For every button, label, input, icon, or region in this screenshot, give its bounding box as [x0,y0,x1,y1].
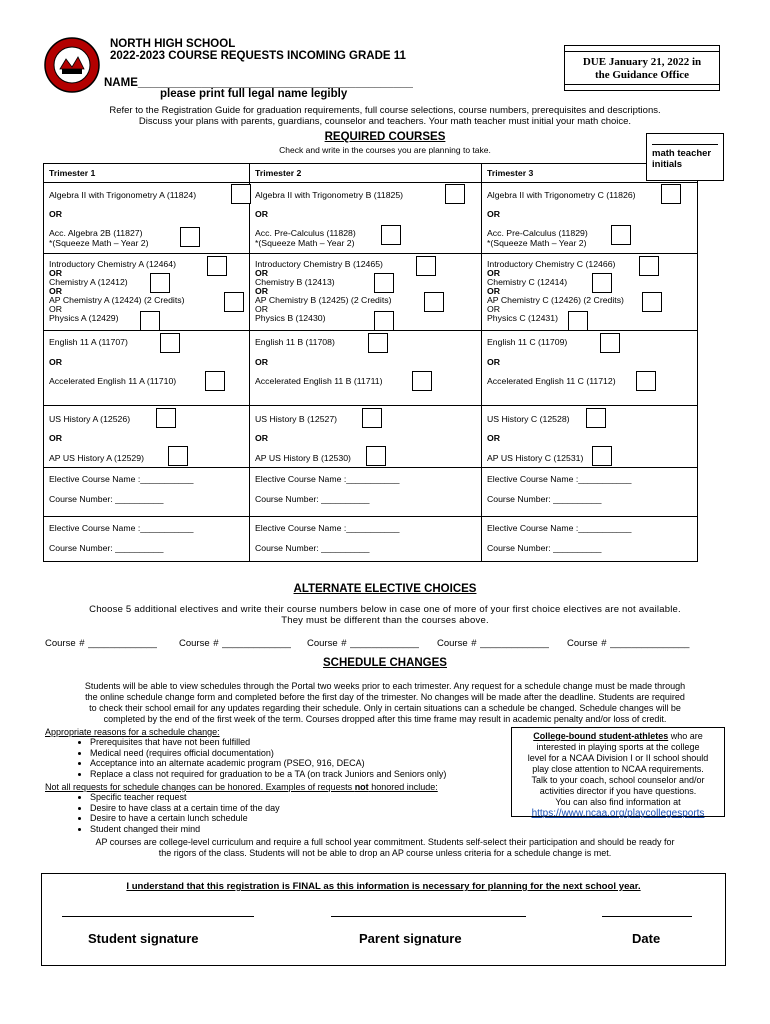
trimester-2-header: Trimester 2 [250,164,482,183]
course-number-field[interactable]: Course Number: __________ [49,494,164,504]
or-label: OR [255,433,269,443]
t2-english-cell [250,331,482,406]
schedule-para-1: Students will be able to view schedules through the Portal two weeks prior to each trimester. Any request for a schedule change must be made through [84,681,686,691]
t1-elective-2-cell[interactable] [44,517,250,562]
not-honored-title: Not all requests for schedule changes can be honored. Examples of requests not honored include: [45,782,438,792]
t3-sci-3-checkbox[interactable] [642,292,662,312]
t2-history-cell [250,406,482,468]
intro-line-1: Refer to the Registration Guide for graduation requirements, full course selections, course numbers, prerequisites and descriptions. [109,105,661,116]
t2-math-b: Acc. Pre-Calculus (11828) [255,228,356,238]
t3-math-a: Algebra II with Trigonometry C (11826) [487,190,636,200]
not-honored-item: • Desire to have class at a certain time of the day [90,803,490,814]
t2-eng-a: English 11 B (11708) [255,337,335,347]
t2-sci-3-checkbox[interactable] [424,292,444,312]
or-label: OR [49,268,63,278]
t2-sci-3: AP Chemistry B (12425) (2 Credits) [255,295,392,305]
t1-sci-3-checkbox[interactable] [224,292,244,312]
school-logo [44,37,100,93]
t3-eng-b: Accelerated English 11 C (11712) [487,376,616,386]
signature-box [41,873,726,966]
schedule-changes-title: SCHEDULE CHANGES [323,657,447,669]
alternate-line-2: They must be different than the courses above. [281,615,489,626]
alt-course-field-5[interactable]: Course # _______________ [567,638,690,649]
ap-note-2: the rigors of the class. Students will not be able to drop an AP course unless criteria for a schedule change is met. [158,848,612,858]
reason-item: • Acceptance into an alternate academic program (PSEO, 916, DECA) [90,758,560,769]
t3-math-a-checkbox[interactable] [661,184,681,204]
name-field-label[interactable]: NAME___________________________________________ [104,77,413,89]
or-label: OR [49,304,63,314]
t3-sci-1-checkbox[interactable] [639,256,659,276]
t1-sci-1-checkbox[interactable] [207,256,227,276]
t1-math-a: Algebra II with Trigonometry A (11824) [49,190,197,200]
reasons-list [44,737,560,779]
t2-hist-b-checkbox[interactable] [366,446,386,466]
student-signature-label: Student signature [88,931,199,946]
initials-line [652,144,718,145]
elective-name-field[interactable]: Elective Course Name :___________ [255,474,400,484]
t2-science-cell [250,254,482,331]
elective-name-field[interactable]: Elective Course Name :___________ [49,474,194,484]
athletes-line: interested in playing sports at the college [536,742,700,752]
reason-item: • Prerequisites that have not been fulfilled [90,737,560,748]
t3-math-b-checkbox[interactable] [611,225,631,245]
t2-sci-2-checkbox[interactable] [374,273,394,293]
t3-sci-3: AP Chemistry C (12426) (2 Credits) [487,295,624,305]
or-label: OR [255,268,269,278]
parent-signature-label: Parent signature [359,931,462,946]
t3-sci-2: Chemistry C (12414) [487,277,568,287]
t1-english-cell [44,331,250,406]
t3-eng-a: English 11 C (11709) [487,337,568,347]
t1-sci-4: Physics A (12429) [49,313,119,323]
alternate-electives-title: ALTERNATE ELECTIVE CHOICES [293,583,477,595]
t2-hist-a: US History B (12527) [255,414,338,424]
reasons-title: Appropriate reasons for a schedule change: [45,727,220,737]
t3-science-cell [482,254,698,331]
t1-history-cell [44,406,250,468]
due-date-line1: DUE January 21, 2022 in [582,56,702,68]
schedule-para-3: to check their school email for any updates regarding their schedule. Only in certain situations can a schedule be changed. Schedule changes will be [89,703,681,713]
t3-hist-a-checkbox[interactable] [586,408,606,428]
t1-eng-a-checkbox[interactable] [160,333,180,353]
alternate-line-1: Choose 5 additional electives and write their course numbers below in case one of more of your first choice electives are not available. [89,604,681,615]
course-number-field[interactable]: Course Number: __________ [487,494,602,504]
t3-math-b-note: *(Squeeze Math – Year 2) [487,238,587,248]
t2-hist-a-checkbox[interactable] [362,408,382,428]
t1-math-b-note: *(Squeeze Math – Year 2) [49,238,149,248]
or-label: OR [487,209,501,219]
t2-sci-4-checkbox[interactable] [374,311,394,331]
math-teacher-initials-label: math teacher initials [652,148,712,170]
t2-math-b-note: *(Squeeze Math – Year 2) [255,238,355,248]
or-label: OR [49,286,63,296]
athletes-line: level for a NCAA Division I or II school should [527,753,709,763]
or-label: OR [487,304,501,314]
elective-name-field[interactable]: Elective Course Name :___________ [487,523,632,533]
schedule-para-2: the online schedule change form and completed before the first day of the trimester. No changes will be made after the deadline. Students are required [85,692,685,702]
t1-hist-a: US History A (12526) [49,414,131,424]
athletes-line: play close attention to NCAA requirements. [532,764,704,774]
or-label: OR [487,357,501,367]
t1-hist-a-checkbox[interactable] [156,408,176,428]
alt-course-field-2[interactable]: Course # _____________ [179,638,291,649]
or-label: OR [255,209,269,219]
not-honored-item: • Specific teacher request [90,792,490,803]
not-honored-item: • Student changed their mind [90,824,490,835]
due-date-line2: the Guidance Office [594,69,690,81]
parent-signature-line[interactable] [331,916,526,917]
t1-math-b-checkbox[interactable] [180,227,200,247]
required-courses-subtitle: Check and write in the courses you are planning to take. [279,145,491,155]
t3-sci-4-checkbox[interactable] [568,311,588,331]
student-athletes-box: College-bound student-athletes who are interested in playing sports at the college level for a NCAA Division I or II school should play close attention to NCAA requirements. Talk to your coach, school counselor and/or activities director if you have questions. You can also find information at https://www.ncaa.org/playcollegesports [511,727,725,817]
t2-elective-1-cell[interactable] [250,468,482,517]
t1-sci-1: Introductory Chemistry A (12464) [49,259,176,269]
alt-course-field-1[interactable]: Course # _____________ [45,638,157,649]
ap-note-1: AP courses are college-level curriculum and require a full school year commitment. Students self-select their participation and should be ready for [95,837,675,847]
t1-elective-1-cell[interactable] [44,468,250,517]
or-label: OR [255,357,269,367]
t2-sci-4: Physics B (12430) [255,313,326,323]
t2-elective-2-cell[interactable] [250,517,482,562]
t1-sci-2: Chemistry A (12412) [49,277,128,287]
date-label: Date [632,931,661,946]
or-label: OR [255,286,269,296]
final-statement: I understand that this registration is FINAL as this information is necessary for planning for the next school year. [126,881,641,892]
t3-math-b: Acc. Pre-Calculus (11829) [487,228,588,238]
athletes-line: Talk to your coach, school counselor and/or [531,775,705,785]
t3-history-cell [482,406,698,468]
t2-sci-1-checkbox[interactable] [416,256,436,276]
athletes-line: activities director if you have questions. [539,786,697,796]
alt-course-field-4[interactable]: Course # _____________ [437,638,549,649]
t1-sci-2-checkbox[interactable] [150,273,170,293]
required-courses-title: REQUIRED COURSES [324,131,446,143]
t1-sci-4-checkbox[interactable] [140,311,160,331]
athletes-line: You can also find information at [555,797,681,807]
t2-sci-1: Introductory Chemistry B (12465) [255,259,383,269]
or-label: OR [49,357,63,367]
t1-eng-a: English 11 A (11707) [49,337,128,347]
t2-math-cell [250,183,482,254]
or-label: OR [487,286,501,296]
course-number-field[interactable]: Course Number: __________ [255,494,370,504]
course-number-field[interactable]: Course Number: __________ [487,543,602,553]
t1-math-cell [44,183,250,254]
reason-item: • Replace a class not required for graduation to be a TA (on track Juniors and Seniors only) [90,769,560,780]
intro-line-2: Discuss your plans with parents, guardians, counselor and teachers. Your math teacher must initial your math choice. [138,116,632,127]
name-instruction: please print full legal name legibly [160,88,348,100]
t3-sci-2-checkbox[interactable] [592,273,612,293]
course-number-field[interactable]: Course Number: __________ [255,543,370,553]
t2-math-a: Algebra II with Trigonometry B (11825) [255,190,404,200]
alt-course-field-3[interactable]: Course # _____________ [307,638,419,649]
school-name: NORTH HIGH SCHOOL [110,38,236,50]
t1-eng-b-checkbox[interactable] [205,371,225,391]
t1-hist-b-checkbox[interactable] [168,446,188,466]
t2-eng-b: Accelerated English 11 B (11711) [255,376,383,386]
not-honored-list [44,792,490,834]
elective-name-field[interactable]: Elective Course Name :___________ [487,474,632,484]
t2-sci-2: Chemistry B (12413) [255,277,335,287]
not-honored-item: • Desire to have a certain lunch schedule [90,813,490,824]
t3-sci-1: Introductory Chemistry C (12466) [487,259,616,269]
or-label: OR [49,209,63,219]
t3-hist-b-checkbox[interactable] [592,446,612,466]
t1-math-b: Acc. Algebra 2B (11827) [49,228,143,238]
form-title: 2022-2023 COURSE REQUESTS INCOMING GRADE 11 [110,50,406,62]
t2-math-a-checkbox[interactable] [445,184,465,204]
athletes-title: College-bound student-athletes [533,731,669,741]
schedule-para-4: completed by the end of the first week of the term. Courses dropped after this time frame may result in academic penalty and/or loss of credit. [103,714,667,724]
or-label: OR [49,433,63,443]
t3-hist-b: AP US History C (12531) [487,453,584,463]
t3-math-cell [482,183,698,254]
t3-eng-a-checkbox[interactable] [600,333,620,353]
math-teacher-initials-box[interactable] [646,133,724,181]
or-label: OR [255,304,269,314]
t3-hist-a: US History C (12528) [487,414,570,424]
t2-hist-b: AP US History B (12530) [255,453,351,463]
elective-name-field[interactable]: Elective Course Name :___________ [49,523,194,533]
t1-math-a-checkbox[interactable] [231,184,251,204]
t2-eng-b-checkbox[interactable] [412,371,432,391]
t2-math-b-checkbox[interactable] [381,225,401,245]
t3-elective-1-cell[interactable] [482,468,698,517]
or-label: OR [487,433,501,443]
t2-eng-a-checkbox[interactable] [368,333,388,353]
date-line[interactable] [602,916,692,917]
trimester-3-header: Trimester 3 [482,164,698,183]
t3-elective-2-cell[interactable] [482,517,698,562]
t1-eng-b: Accelerated English 11 A (11710) [49,376,177,386]
t1-hist-b: AP US History A (12529) [49,453,144,463]
reason-item: • Medical need (requires official documentation) [90,748,560,759]
t1-sci-3: AP Chemistry A (12424) (2 Credits) [49,295,185,305]
ncaa-link[interactable]: https://www.ncaa.org/playcollegesports [531,808,705,819]
t3-eng-b-checkbox[interactable] [636,371,656,391]
t3-sci-4: Physics C (12431) [487,313,558,323]
trimester-1-header: Trimester 1 [44,164,250,183]
required-courses-table [43,163,698,562]
or-label: OR [487,268,501,278]
student-signature-line[interactable] [62,916,254,917]
t1-science-cell [44,254,250,331]
due-date-box [564,45,720,91]
elective-name-field[interactable]: Elective Course Name :___________ [255,523,400,533]
t3-english-cell [482,331,698,406]
course-number-field[interactable]: Course Number: __________ [49,543,164,553]
